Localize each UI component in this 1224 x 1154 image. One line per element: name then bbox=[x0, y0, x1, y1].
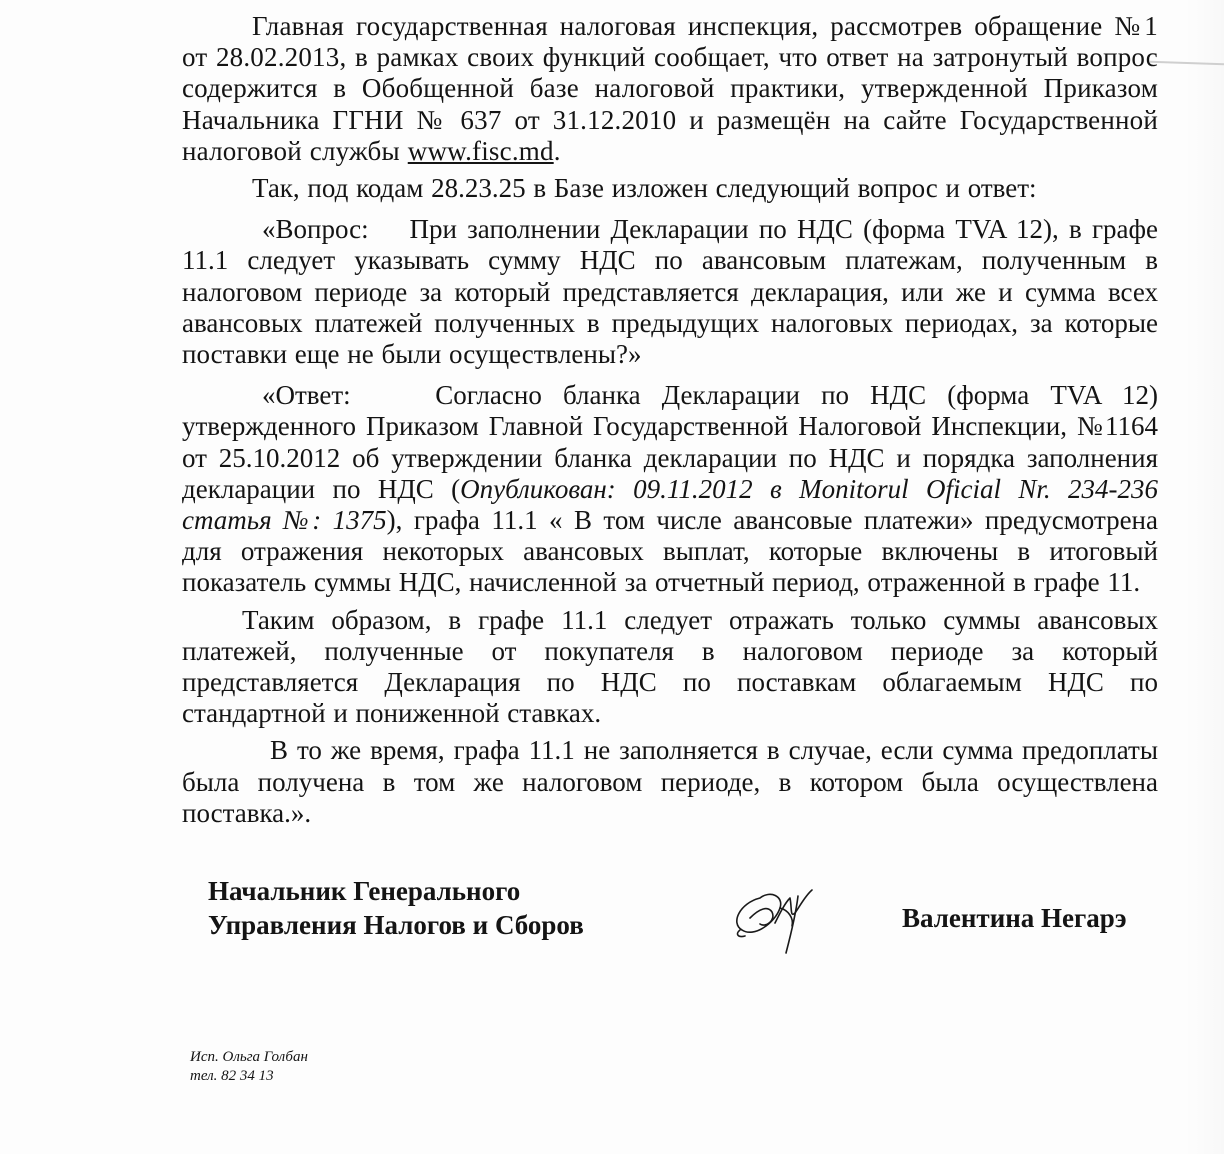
question-text: При заполнении Декларации по НДС (форма TVA 12), в графе 11.1 следует указывать сумму НДС по авансовым платежам, полученным в налоговом периоде за который представляется декларация, или же и сумма всех авансовых платежей полученных в предыдущих налоговых периодах, за которые поставки еще не были осуществлены?» bbox=[182, 214, 1159, 370]
answer-text-a: Согласно бланка Декларации по НДС (форма TVA 12) утвержденного Приказом Главной Государственной Налоговой Инспекции, №1164 от 25.10.2012 об утверждении бланка декларации по НДС и порядка заполнения декларации по НДС ( bbox=[182, 380, 1158, 504]
question-label: «Вопрос: bbox=[262, 214, 369, 245]
paragraph-intro bbox=[182, 11, 1158, 167]
scan-edge-shadow bbox=[1184, 0, 1224, 1154]
paragraph-exception: В то же время, графа 11.1 не заполняется в случае, если сумма предоплаты была получена в том же налоговом периоде, в котором была осуществлена поставка.». bbox=[182, 735, 1158, 828]
publication-reference: Опубликован: 09.11.2012 в Monitorul Oficial Nr. 234-236 статья №: 1375 bbox=[182, 473, 1158, 536]
signatory-title-line1: Начальник Генерального bbox=[208, 876, 521, 906]
paragraph-answer bbox=[182, 380, 1158, 598]
signatory-name: Валентина Негарэ bbox=[902, 903, 1127, 933]
paragraph-intro-text: Главная государственная налоговая инспекция, рассмотрев обращение №1 от 28.02.2013, в рамках своих функций сообщает, что ответ на затронутый вопрос содержится в Обобщенной базе налоговой практики, утвержденной Приказом Начальника ГГНИ № 637 от 31.12.2010 и размещён на сайте Государственной налоговой службы bbox=[182, 11, 1158, 166]
paragraph-conclusion: Таким образом, в графе 11.1 следует отражать только суммы авансовых платежей, полученные от покупателя в налоговом периоде за который представляется Декларация по НДС по поставкам облагаемым НДС по стандартной и пониженной ставках. bbox=[182, 604, 1158, 729]
answer-text-b: ), графа 11.1 « В том числе авансовые платежи» предусмотрена для отражения некоторых авансовых выплат, которые включены в итоговый показатель суммы НДС, начисленной за отчетный период, отраженной в графе 11. bbox=[182, 505, 1158, 598]
executor-phone: тел. 82 34 13 bbox=[190, 1068, 274, 1084]
letter-body bbox=[182, 11, 1158, 829]
paragraph-code-intro: Так, под кодам 28.23.25 в Базе изложен следующий вопрос и ответ: bbox=[252, 173, 1037, 204]
answer-label: «Ответ: bbox=[262, 380, 351, 411]
executor-name: Исп. Ольга Голбан bbox=[190, 1049, 308, 1065]
handwritten-signature bbox=[720, 868, 840, 968]
signatory-title bbox=[208, 874, 584, 942]
executor-info bbox=[190, 1048, 308, 1086]
signatory-title-line2: Управления Налогов и Сборов bbox=[208, 910, 584, 940]
website-link[interactable]: www.fisc.md bbox=[407, 135, 554, 166]
paragraph-question bbox=[182, 214, 1158, 370]
paragraph-intro-end: . bbox=[553, 135, 561, 166]
